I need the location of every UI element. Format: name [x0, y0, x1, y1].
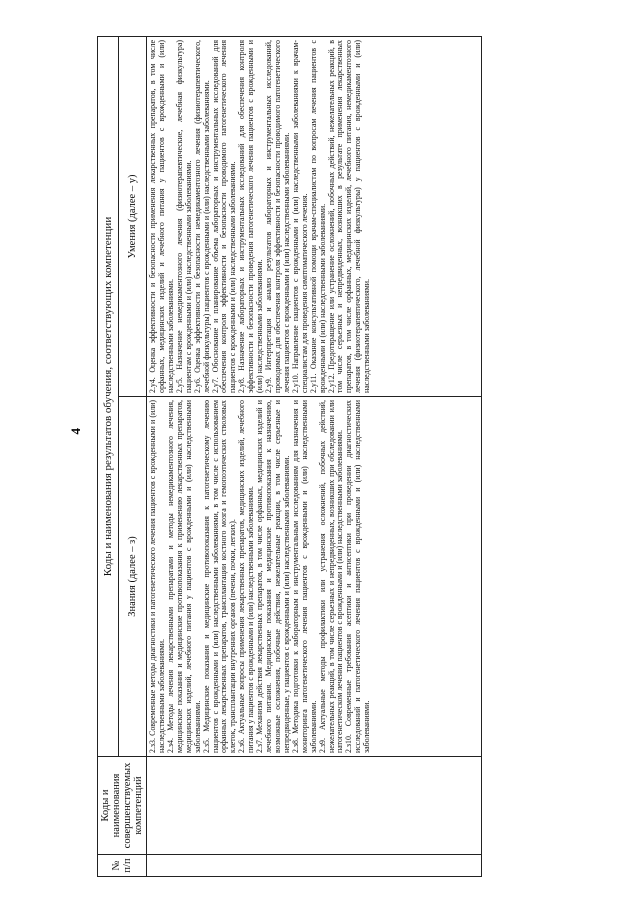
knowledge-item: 2.з4. Методы лечения лекарственными препаратами и методы немедикаментозного лечения, медицинские показания и медицинские противопоказания к применению лекарственных препаратов, медицинских изделий, лечебного питания у пациентов с врожденными и (или) наследственными заболеваниями.	[165, 400, 202, 753]
header-competency-codes: Коды и наименования совершенствуемых компетенций	[98, 757, 147, 855]
skills-item: 2.у7. Обоснование и планирование объема лабораторных и инструментальных исследований для обеспечения контроля эффективности и безопасности проводимого патогенетического лечения пациентов с врожденными и (или) наследственными заболеваниями.	[210, 40, 238, 393]
cell-competency	[147, 757, 482, 855]
knowledge-item: 2.з9. Актуальные методы профилактики или устранения осложнений, побочных действий, нежелательных реакций, в том числе серьезных и непредвиденных, возникших при обследовании или патогенетическом лечении пациентов с врожденными и (или) наследственными заболеваниями.	[317, 400, 345, 753]
knowledge-item: 2.з3. Современные методы диагностики и патогенетического лечения пациентов с врожденными и (или) наследственными заболеваниями.	[148, 400, 166, 753]
competency-table	[97, 36, 482, 877]
page-number: 4	[68, 428, 83, 435]
knowledge-cell	[147, 397, 482, 757]
skills-item: 2.у8. Назначение лабораторных и инструментальных исследований для обеспечения контроля эффективности и безопасности проведения патогенетического лечения пациентов с врожденными и (или) наследственными заболеваниями.	[237, 40, 265, 393]
skills-item: 2.у4. Оценка эффективности и безопасности применения лекарственных препаратов, в том числе орфанных, медицинских изделий и лечебного питания у пациентов с врожденными и (или) наследственными заболеваниями.	[148, 40, 175, 393]
skills-item: 2.у9. Интерпретация и анализ результатов лабораторных и инструментальных исследований, проводимых для обеспечения контроля эффективности и безопасности проводимого патогенетического лечения пациентов с врожденными и (или) наследственными заболеваниями.	[264, 40, 291, 393]
knowledge-item: 2.з5. Медицинские показания и медицинские противопоказания к патогенетическому лечению пациентов с врожденными и (или) наследственными заболеваниями, в том числе с использованием орфанных лекарственных препаратов, трансплантации костного мозга и гемопоэтических стволовых клеток, трансплантации внутренних органов (печени, почки, легких).	[201, 400, 238, 753]
competency-table-rotated	[97, 37, 482, 877]
skills-item: 2.у6. Оценка эффективности и безопасности немедикаментозного лечения (физиотерапевтического, лечебной физкультуры) пациентов с врожденными и (или) наследственными заболеваниями.	[192, 40, 211, 393]
header-learning-results: Коды и наименования результатов обучения, соответствующих компетенции	[98, 37, 119, 757]
header-skills: Умения (далее – у)	[119, 37, 147, 397]
knowledge-item: 2.з7. Механизм действия лекарственных препаратов, в том числе орфанных, медицинских изделий и лечебного питания. Медицинские показания и медицинские противопоказания к назначению, возможные осложнения, побочные действия, нежелательные реакции, в том числе серьезные и непредвиденные, у пациентов с врожденными и (или) наследственными заболеваниями.	[255, 400, 291, 753]
header-number: № п/п	[98, 855, 147, 877]
knowledge-item: 2.з8. Методика подготовки к лабораторным и инструментальным исследованиям для назначения и мониторинга патогенетического лечения пациентов с врожденными и (или) наследственными заболеваниями.	[290, 400, 318, 753]
skills-item: 2.у11. Оказание консультативной помощи врачам-специалистам по вопросам лечения пациентов с врожденными и (или) наследственными заболеваниями.	[308, 40, 327, 393]
knowledge-item: 2.з10. Современные требования асептики и антисептики при проведении диагностических исследований и патогенетического лечения пациентов с врожденными и (или) наследственными заболеваниями.	[344, 400, 372, 753]
skills-cell	[147, 37, 482, 397]
skills-item: 2.у5. Назначение немедикаментозного лечения (физиотерапевтические, лечебная физкультура) пациентам с врожденными и (или) наследственными заболеваниями.	[174, 40, 193, 393]
skills-item: 2.у10. Направление пациентов с врожденными и (или) наследственными заболеваниями к врачам-специалистам для проведения симптоматического лечения.	[290, 40, 309, 393]
cell-number	[147, 855, 482, 877]
header-knowledge: Знания (далее – з)	[119, 397, 147, 757]
skills-item: 2.у12. Предотвращение или устранение осложнений, побочных действий, нежелательных реакций, в том числе серьезных и непредвиденных, возникших в результате применения лекарственных препаратов, в том числе орфанных, медицинских изделий, лечебного питания, немедикаментозного лечения (физиотерапевтического, лечебной физкультуры) у пациентов с врожденными и (или) наследственными заболеваниями.	[326, 40, 372, 393]
knowledge-item: 2.з6. Актуальные вопросы применения лекарственных препаратов, медицинских изделий, лечебного питания у пациентов с врожденными и (или) наследственными заболеваниями.	[237, 400, 256, 753]
